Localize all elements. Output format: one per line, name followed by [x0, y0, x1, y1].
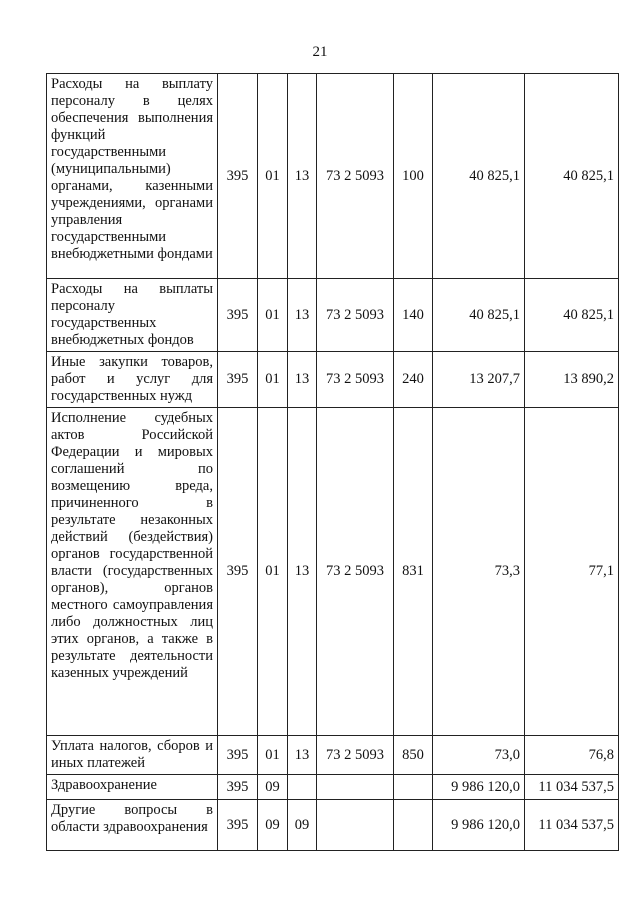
cell-grbs: 395	[218, 352, 258, 408]
row-name: Здравоохранение	[47, 775, 218, 800]
cell-section: 01	[258, 408, 288, 736]
cell-target-article: 73 2 5093	[317, 736, 394, 775]
cell-grbs: 395	[218, 74, 258, 279]
cell-subsection: 13	[288, 736, 317, 775]
row-name: Расходы на выплаты персоналу государственных внебюджетных фондов	[47, 279, 218, 352]
cell-expense-type	[394, 775, 433, 800]
cell-section: 01	[258, 352, 288, 408]
cell-sum-1: 73,0	[433, 736, 525, 775]
cell-subsection	[288, 775, 317, 800]
table-row	[47, 74, 619, 279]
cell-sum-2: 40 825,1	[525, 279, 619, 352]
cell-subsection: 13	[288, 279, 317, 352]
cell-sum-1: 9 986 120,0	[433, 800, 525, 851]
row-name: Иные закупки товаров, работ и услуг для государственных нужд	[47, 352, 218, 408]
cell-expense-type: 140	[394, 279, 433, 352]
cell-section: 01	[258, 279, 288, 352]
cell-target-article: 73 2 5093	[317, 279, 394, 352]
cell-grbs: 395	[218, 775, 258, 800]
cell-target-article	[317, 800, 394, 851]
table-row	[47, 279, 619, 352]
cell-target-article	[317, 775, 394, 800]
cell-section: 09	[258, 775, 288, 800]
cell-expense-type	[394, 800, 433, 851]
cell-sum-1: 40 825,1	[433, 279, 525, 352]
cell-sum-2: 11 034 537,5	[525, 775, 619, 800]
cell-section: 09	[258, 800, 288, 851]
cell-target-article: 73 2 5093	[317, 352, 394, 408]
cell-section: 01	[258, 74, 288, 279]
table-row	[47, 352, 619, 408]
cell-sum-1: 73,3	[433, 408, 525, 736]
cell-target-article: 73 2 5093	[317, 408, 394, 736]
table-row	[47, 408, 619, 736]
cell-subsection: 09	[288, 800, 317, 851]
row-name: Исполнение судебных актов Российской Федерации и мировых соглашений по возмещению вреда, причиненного в результате незаконных действий (бездействия) органов государственной власти (государственных органов), органов местного самоуправления либо должностных лиц этих органов, а также в результате деятельности казенных учреждений	[47, 408, 218, 736]
table-row	[47, 775, 619, 800]
table-row	[47, 736, 619, 775]
cell-expense-type: 850	[394, 736, 433, 775]
cell-subsection: 13	[288, 408, 317, 736]
cell-sum-2: 40 825,1	[525, 74, 619, 279]
cell-sum-2: 77,1	[525, 408, 619, 736]
cell-sum-2: 11 034 537,5	[525, 800, 619, 851]
budget-table	[46, 73, 619, 851]
cell-target-article: 73 2 5093	[317, 74, 394, 279]
row-name: Другие вопросы в области здравоохранения	[47, 800, 218, 851]
table-row	[47, 800, 619, 851]
cell-grbs: 395	[218, 408, 258, 736]
cell-expense-type: 240	[394, 352, 433, 408]
cell-grbs: 395	[218, 279, 258, 352]
cell-grbs: 395	[218, 736, 258, 775]
cell-sum-2: 76,8	[525, 736, 619, 775]
row-name: Уплата налогов, сборов и иных платежей	[47, 736, 218, 775]
page-number: 21	[312, 44, 328, 60]
cell-sum-1: 9 986 120,0	[433, 775, 525, 800]
cell-grbs: 395	[218, 800, 258, 851]
cell-sum-1: 13 207,7	[433, 352, 525, 408]
cell-expense-type: 831	[394, 408, 433, 736]
cell-expense-type: 100	[394, 74, 433, 279]
cell-sum-1: 40 825,1	[433, 74, 525, 279]
row-name: Расходы на выплату персоналу в целях обеспечения выполнения функций государственными (муниципальными) органами, казенными учреждениями, органами управления государственными внебюджетными фондами	[47, 74, 218, 279]
cell-sum-2: 13 890,2	[525, 352, 619, 408]
cell-subsection: 13	[288, 74, 317, 279]
cell-subsection: 13	[288, 352, 317, 408]
cell-section: 01	[258, 736, 288, 775]
